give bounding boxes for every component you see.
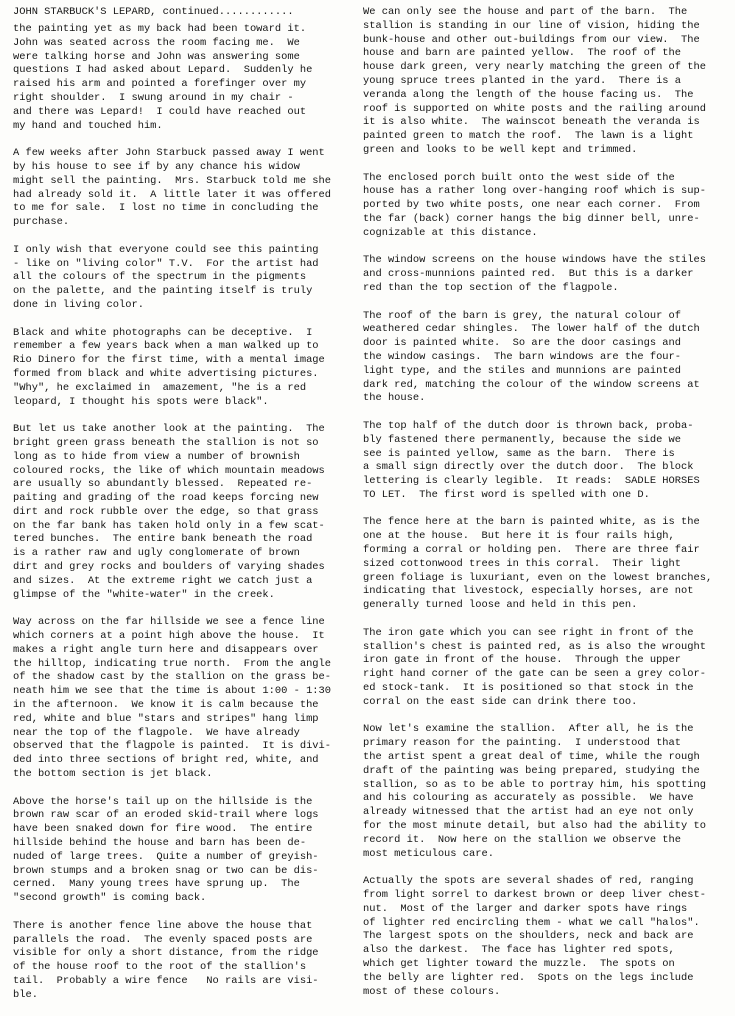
text-line: had already sold it. A little later it was offered [13, 188, 332, 201]
text-line: parallels the road. The evenly spaced posts are [13, 933, 313, 946]
text-line: which corners at a point high above the house. It [13, 630, 325, 643]
text-line: painted green to match the roof. The lawn is a light [363, 130, 694, 143]
text-line: have been snaked down for fire wood. The entire [13, 823, 313, 836]
page-header: JOHN STARBUCK'S LEPARD, continued............ [13, 6, 294, 18]
text-line: hillside behind the house and barn has been de- [13, 837, 307, 850]
text-line: in the afternoon. We know it is calm because the [13, 699, 319, 712]
text-line: I only wish that everyone could see this painting [13, 243, 319, 256]
text-line: house dark green, very nearly matching the green of the [363, 61, 706, 74]
text-line: cerned. Many young trees have sprung up. The [13, 878, 300, 891]
text-line: makes a right angle turn here and disappears over [13, 643, 319, 656]
text-line: ported by two white posts, one near each corner. From [363, 199, 700, 212]
text-line: by his house to see if by any chance his widow [13, 160, 300, 173]
text-line: might sell the painting. Mrs. Starbuck told me she [13, 174, 332, 187]
text-line: for the most minute detail, but also had the ability to [363, 820, 706, 833]
text-line: veranda along the length of the house facing us. The [363, 88, 694, 101]
text-line: "second growth" is coming back. [13, 892, 207, 905]
text-line: and cross-munnions painted red. But this is a darker [363, 268, 694, 281]
right-paragraphs [363, 6, 725, 999]
text-line: door is painted white. So are the door casings and [363, 337, 682, 350]
text-line: roof is supported on white posts and the railing around [363, 102, 706, 115]
text-line: - like on "living color" T.V. For the artist had [13, 257, 319, 270]
text-line: of lighter red encircling them - what we call "halos". [363, 916, 700, 929]
text-line: light type, and the stiles and munnions are painted [363, 364, 682, 377]
text-line: of the house roof to the root of the stallion's [13, 961, 307, 974]
text-line: the belly are lighter red. Spots on the legs include [363, 971, 694, 984]
text-line: already witnessed that the artist had an eye not only [363, 806, 694, 819]
text-line: TO LET. The first word is spelled with one D. [363, 488, 650, 501]
text-line: ded into three sections of bright red, white, and [13, 754, 319, 767]
text-line: and there was Lepard! I could have reached out [13, 105, 307, 118]
text-line: The iron gate which you can see right in front of the [363, 626, 694, 639]
text-line: tail. Probably a wire fence No rails are visi- [13, 974, 319, 987]
left-paragraph [13, 616, 358, 782]
text-line: done in living color. [13, 298, 144, 311]
text-line: which get lighter toward the muzzle. The spots on [363, 957, 675, 970]
text-line: my hand and touched him. [13, 119, 163, 132]
text-line: dirt and grey rocks and boulders of varying shades [13, 561, 325, 574]
text-line: "Why", he exclaimed in amazement, "he is a red [13, 381, 307, 394]
text-line: The top half of the dutch door is thrown back, proba- [363, 419, 694, 432]
text-line: Actually the spots are several shades of red, ranging [363, 875, 694, 888]
text-line: Black and white photographs can be deceptive. I [13, 326, 313, 339]
text-line: the far (back) corner hangs the big dinner bell, unre- [363, 212, 700, 225]
text-line: ble. [13, 988, 38, 1001]
left-paragraph [13, 327, 358, 410]
right-paragraph [363, 516, 725, 613]
text-line: also the darkest. The face has lighter red spots, [363, 944, 675, 957]
text-line: most meticulous care. [363, 847, 494, 860]
text-line: generally turned loose and held in this pen. [363, 599, 638, 612]
text-line: coloured rocks, the like of which mountain meadows [13, 464, 325, 477]
left-paragraph [13, 796, 358, 906]
text-line: bunk-house and other out-buildings from our view. The [363, 33, 700, 46]
text-line: forming a corral or holding pen. There are three fair [363, 544, 700, 557]
text-line: John was seated across the room facing me. We [13, 36, 300, 49]
text-line: paiting and grading of the road keeps forcing new [13, 492, 319, 505]
text-line: and sizes. At the extreme right we catch just a [13, 574, 313, 587]
text-line: dark red, matching the colour of the window screens at [363, 378, 700, 391]
text-line: raised his arm and pointed a forefinger over my [13, 78, 307, 91]
text-line: tered bunches. The entire bank beneath the road [13, 533, 313, 546]
left-paragraph [13, 423, 358, 602]
right-paragraph [363, 6, 725, 158]
text-line: it is also white. The wainscot beneath the veranda is [363, 116, 700, 129]
text-line: bright green grass beneath the stallion is not so [13, 436, 319, 449]
text-line: primary reason for the painting. I understood that [363, 737, 682, 750]
text-line: most of these colours. [363, 985, 501, 998]
text-line: the bottom section is jet black. [13, 768, 213, 781]
text-line: a small sign directly over the dutch door. The block [363, 461, 694, 474]
text-line: There is another fence line above the house that [13, 919, 313, 932]
right-paragraph [363, 420, 725, 503]
text-line: green and looks to be well kept and trimmed. [363, 143, 638, 156]
text-line: stallion's chest is painted red, as is also the wrought [363, 640, 706, 653]
text-line: red, white and blue "stars and stripes" hang limp [13, 712, 319, 725]
text-line: questions I had asked about Lepard. Suddenly he [13, 64, 313, 77]
text-line: long as to hide from view a number of brownish [13, 450, 300, 463]
text-line: stallion, so as to be able to portray him, his spotting [363, 778, 706, 791]
text-line: see is painted yellow, same as the barn. There is [363, 447, 675, 460]
left-paragraph [13, 244, 358, 313]
left-column [13, 6, 358, 1016]
text-line: on the far bank has taken hold only in a few scat- [13, 519, 325, 532]
text-line: the house. [363, 392, 426, 405]
text-line: draft of the painting was being prepared, studying the [363, 764, 700, 777]
text-line: the artist spent a great deal of time, while the rough [363, 751, 700, 764]
right-paragraph [363, 172, 725, 241]
text-line: The fence here at the barn is painted white, as is the [363, 516, 700, 529]
text-line: of the shadow cast by the stallion on the grass be- [13, 671, 332, 684]
text-line: We can only see the house and part of the barn. The [363, 6, 688, 18]
text-line: Now let's examine the stallion. After all, he is the [363, 723, 694, 736]
text-line: sized cottonwood trees in this corral. Their light [363, 557, 682, 570]
text-line: remember a few years back when a man walked up to [13, 340, 319, 353]
text-line: weathered cedar shingles. The lower half of the dutch [363, 323, 700, 336]
right-paragraph [363, 875, 725, 999]
text-line: But let us take another look at the painting. The [13, 423, 325, 436]
right-paragraph [363, 254, 725, 295]
text-line: Above the horse's tail up on the hillside is the [13, 795, 313, 808]
text-line: purchase. [13, 216, 70, 229]
text-line: leopard, I thought his spots were black". [13, 395, 269, 408]
text-line: green foliage is luxuriant, even on the lowest branches, [363, 571, 713, 584]
right-paragraph [363, 627, 725, 710]
text-line: visible for only a short distance, from the ridge [13, 947, 319, 960]
text-line: were talking horse and John was answering some [13, 50, 300, 63]
right-column [363, 6, 725, 1013]
text-line: The roof of the barn is grey, the natural colour of [363, 309, 682, 322]
text-line: glimpse of the "white-water" in the creek. [13, 588, 275, 601]
text-line: house has a rather long over-hanging roof which is sup- [363, 185, 706, 198]
text-line: indicating that livestock, especially horses, are not [363, 585, 694, 598]
text-line: dirt and rock rubble over the edge, so that grass [13, 505, 319, 518]
text-line: stallion is standing in our line of vision, hiding the [363, 19, 700, 32]
text-line: are usually so abundantly blessed. Repeated re- [13, 478, 313, 491]
text-line: iron gate in front of the house. Through the upper [363, 654, 682, 667]
text-line: A few weeks after John Starbuck passed away I went [13, 147, 325, 160]
text-line: neath him we see that the time is about 1:00 - 1:30 [13, 685, 332, 698]
text-line: nuded of large trees. Quite a number of greyish- [13, 850, 319, 863]
left-paragraph [13, 23, 358, 133]
left-paragraph [13, 147, 358, 230]
text-line: Way across on the far hillside we see a fence line [13, 616, 325, 629]
text-line: the hilltop, indicating true north. From the angle [13, 657, 332, 670]
left-paragraph [13, 920, 358, 1003]
text-line: and his colouring as accurately as possible. We have [363, 792, 694, 805]
text-line: brown stumps and a broken snag or two can be dis- [13, 864, 319, 877]
text-line: lettering is clearly legible. It reads: SADLE HORSES [363, 475, 700, 488]
text-line: near the top of the flagpole. We have already [13, 726, 300, 739]
text-line: from light sorrel to darkest brown or deep liver chest- [363, 889, 706, 901]
text-line: Rio Dinero for the first time, with a mental image [13, 354, 325, 367]
text-line: young spruce trees planted in the yard. There is a [363, 74, 682, 87]
left-paragraphs [13, 23, 358, 1003]
text-line: corral on the east side can drink there too. [363, 695, 638, 708]
text-line: observed that the flagpole is painted. It is divi- [13, 740, 332, 753]
text-line: the painting yet as my back had been toward it. [13, 23, 307, 35]
text-line: the window casings. The barn windows are the four- [363, 350, 682, 363]
text-line: brown raw scar of an eroded skid-trail where logs [13, 809, 319, 822]
right-paragraph [363, 723, 725, 861]
text-line: one at the house. But here it is four rails high, [363, 530, 675, 543]
text-line: record it. Now here on the stallion we observe the [363, 833, 682, 846]
text-line: house and barn are painted yellow. The roof of the [363, 47, 682, 60]
text-line: ed stock-tank. It is positioned so that stock in the [363, 682, 694, 695]
text-line: nut. Most of the larger and darker spots have rings [363, 902, 688, 915]
text-line: bly fastened there permanently, because the side we [363, 433, 682, 446]
text-line: red than the top section of the flagpole. [363, 281, 619, 294]
text-line: right hand corner of the gate can be seen a grey color- [363, 668, 706, 681]
text-line: to me for sale. I lost no time in concluding the [13, 202, 319, 215]
text-line: on the palette, and the painting itself is truly [13, 285, 313, 298]
text-line: The enclosed porch built onto the west side of the [363, 171, 675, 184]
text-line: right shoulder. I swung around in my chair - [13, 91, 294, 104]
text-line: formed from black and white advertising pictures. [13, 367, 319, 380]
text-line: cognizable at this distance. [363, 226, 538, 239]
text-line: all the colours of the spectrum in the pigments [13, 271, 307, 284]
text-line: is a rather raw and ugly conglomerate of brown [13, 547, 300, 560]
text-line: The largest spots on the shoulders, neck and back are [363, 930, 694, 943]
right-paragraph [363, 310, 725, 407]
text-line: The window screens on the house windows have the stiles [363, 254, 706, 267]
